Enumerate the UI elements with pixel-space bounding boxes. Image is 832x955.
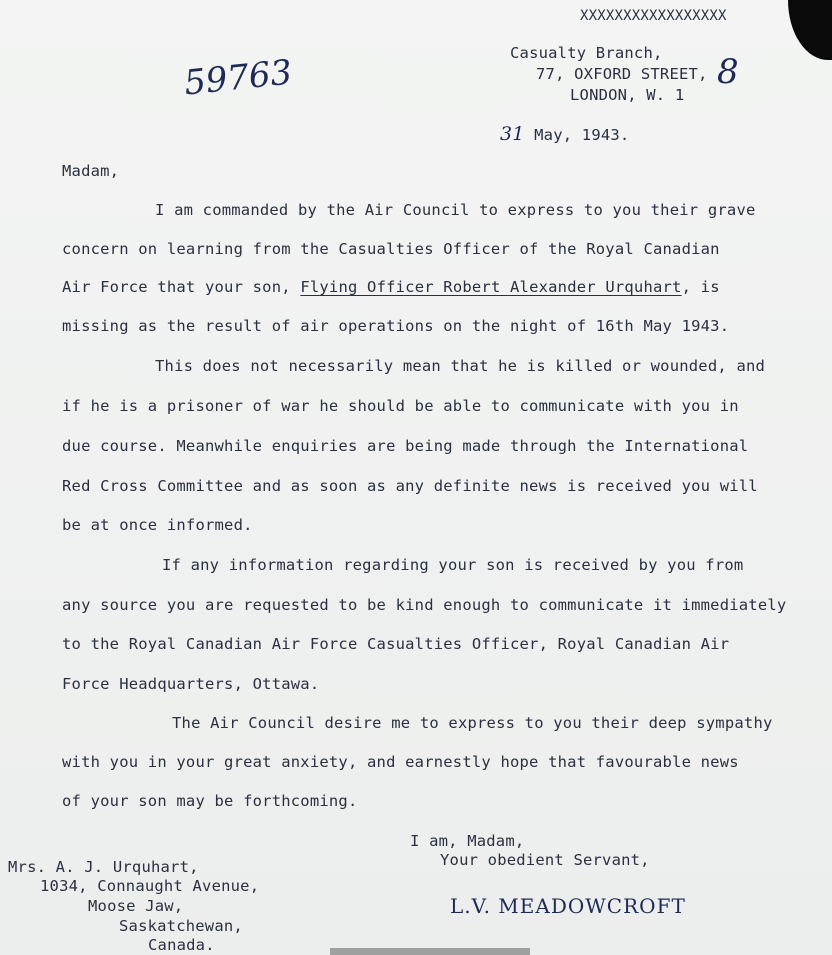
son-name: Flying Officer Robert Alexander Urquhart <box>300 278 682 296</box>
signature: L.V. MEADOWCROFT <box>450 894 686 918</box>
scan-edge-bar <box>330 948 530 955</box>
body-line-5: This does not necessarily mean that he is killed or wounded, and <box>155 357 766 375</box>
body-line-12: to the Royal Canadian Air Force Casualties Officer, Royal Canadian Air <box>62 635 730 653</box>
address-line-2: 77, OXFORD STREET, <box>536 65 708 83</box>
letter-date <box>500 123 629 145</box>
recipient-line-3: Moose Jaw, <box>88 897 184 915</box>
body-line-2: concern on learning from the Casualties Officer of the Royal Canadian <box>62 240 720 258</box>
body-line-14: The Air Council desire me to express to you their deep sympathy <box>172 714 773 732</box>
address-line-1: Casualty Branch, <box>510 44 663 62</box>
body-line-11: any source you are requested to be kind enough to communicate it immediately <box>62 596 787 614</box>
body-line-16: of your son may be forthcoming. <box>62 792 358 810</box>
scan-corner-shadow <box>788 0 832 60</box>
body-line-7: due course. Meanwhile enquiries are being made through the International <box>62 437 749 455</box>
file-number: 59763 <box>182 52 294 104</box>
body-line-13: Force Headquarters, Ottawa. <box>62 675 320 693</box>
body-line-10: If any information regarding your son is received by you from <box>162 556 744 574</box>
recipient-line-4: Saskatchewan, <box>119 917 243 935</box>
date-rest: May, 1943. <box>534 126 630 144</box>
top-struck-mark: XXXXXXXXXXXXXXXXX <box>580 8 727 24</box>
recipient-line-1: Mrs. A. J. Urquhart, <box>8 858 199 876</box>
body-line-8: Red Cross Committee and as soon as any definite news is received you will <box>62 477 758 495</box>
closing-line-1: I am, Madam, <box>410 832 525 850</box>
salutation: Madam, <box>62 162 120 180</box>
body-line-4: missing as the result of air operations on the night of 16th May 1943. <box>62 317 730 335</box>
body-line-3 <box>62 278 720 296</box>
body-line-1: I am commanded by the Air Council to express to you their grave <box>155 201 756 219</box>
body-line-3-start: Air Force that your son, <box>62 278 291 296</box>
recipient-line-2: 1034, Connaught Avenue, <box>40 877 260 895</box>
date-day: 31 <box>500 123 525 145</box>
body-line-9: be at once informed. <box>62 516 253 534</box>
closing-line-2: Your obedient Servant, <box>440 851 650 869</box>
body-line-15: with you in your great anxiety, and earnestly hope that favourable news <box>62 753 739 771</box>
body-line-3-end: , is <box>681 278 720 296</box>
page-mark: 8 <box>717 52 739 92</box>
recipient-line-5: Canada. <box>148 936 215 954</box>
body-line-6: if he is a prisoner of war he should be able to communicate with you in <box>62 397 739 415</box>
address-line-3: LONDON, W. 1 <box>570 86 685 104</box>
